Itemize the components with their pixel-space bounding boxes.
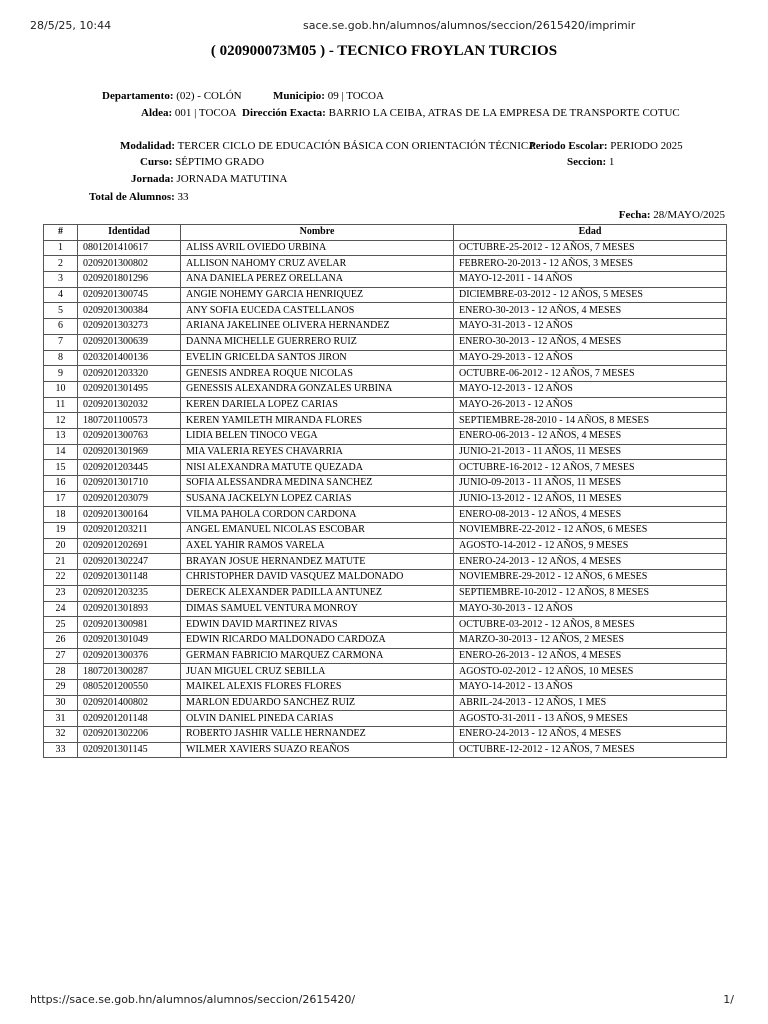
page-number: 1/ [723, 993, 734, 1006]
cell-number: 11 [44, 397, 78, 413]
cell-identidad: 0209201300981 [78, 617, 181, 633]
cell-identidad: 0209201303273 [78, 319, 181, 335]
cell-nombre: OLVIN DANIEL PINEDA CARIAS [181, 711, 454, 727]
cell-edad: AGOSTO-02-2012 - 12 AÑOS, 10 MESES [454, 664, 727, 680]
cell-identidad: 0209201300164 [78, 507, 181, 523]
cell-nombre: GENESSIS ALEXANDRA GONZALES URBINA [181, 381, 454, 397]
cell-edad: OCTUBRE-25-2012 - 12 AÑOS, 7 MESES [454, 240, 727, 256]
col-header-nombre: Nombre [181, 225, 454, 241]
cell-nombre: MIA VALERIA REYES CHAVARRIA [181, 444, 454, 460]
table-row [44, 287, 727, 303]
cell-number: 12 [44, 413, 78, 429]
cell-number: 8 [44, 350, 78, 366]
cell-edad: MAYO-30-2013 - 12 AÑOS [454, 601, 727, 617]
table-row [44, 554, 727, 570]
cell-nombre: NISI ALEXANDRA MATUTE QUEZADA [181, 460, 454, 476]
col-header-number: # [44, 225, 78, 241]
cell-nombre: JUAN MIGUEL CRUZ SEBILLA [181, 664, 454, 680]
cell-identidad: 0209201203445 [78, 460, 181, 476]
cell-number: 33 [44, 742, 78, 758]
municipio-label: Municipio: [273, 90, 325, 102]
cell-number: 28 [44, 664, 78, 680]
cell-edad: DICIEMBRE-03-2012 - 12 AÑOS, 5 MESES [454, 287, 727, 303]
departamento-label: Departamento: [102, 90, 174, 102]
table-row [44, 444, 727, 460]
cell-identidad: 0209201301148 [78, 570, 181, 586]
cell-edad: NOVIEMBRE-22-2012 - 12 AÑOS, 6 MESES [454, 523, 727, 539]
students-table [43, 224, 727, 758]
cell-identidad: 0209201300639 [78, 334, 181, 350]
table-row [44, 695, 727, 711]
table-row [44, 303, 727, 319]
cell-nombre: DERECK ALEXANDER PADILLA ANTUNEZ [181, 585, 454, 601]
cell-number: 15 [44, 460, 78, 476]
curso-label: Curso: [140, 156, 173, 168]
cell-identidad: 0209201300745 [78, 287, 181, 303]
cell-edad: ENERO-30-2013 - 12 AÑOS, 4 MESES [454, 334, 727, 350]
table-row [44, 366, 727, 382]
cell-edad: MARZO-30-2013 - 12 AÑOS, 2 MESES [454, 632, 727, 648]
table-row [44, 648, 727, 664]
cell-edad: ENERO-24-2013 - 12 AÑOS, 4 MESES [454, 727, 727, 743]
table-row [44, 413, 727, 429]
periodo-row [529, 140, 683, 152]
cell-nombre: ANGIE NOHEMY GARCIA HENRIQUEZ [181, 287, 454, 303]
cell-identidad: 0209201203211 [78, 523, 181, 539]
cell-number: 13 [44, 428, 78, 444]
cell-nombre: ROBERTO JASHIR VALLE HERNANDEZ [181, 727, 454, 743]
cell-nombre: ANY SOFIA EUCEDA CASTELLANOS [181, 303, 454, 319]
cell-identidad: 1807201300287 [78, 664, 181, 680]
table-row [44, 240, 727, 256]
table-row [44, 476, 727, 492]
table-header-row [44, 225, 727, 241]
seccion-label: Seccion: [567, 156, 607, 168]
fecha-row [619, 209, 725, 221]
seccion-value: 1 [608, 156, 615, 168]
cell-nombre: MAIKEL ALEXIS FLORES FLORES [181, 679, 454, 695]
cell-number: 16 [44, 476, 78, 492]
fecha-label: Fecha: [618, 209, 651, 221]
cell-number: 24 [44, 601, 78, 617]
table-row [44, 350, 727, 366]
cell-identidad: 0209201301145 [78, 742, 181, 758]
cell-edad: ENERO-30-2013 - 12 AÑOS, 4 MESES [454, 303, 727, 319]
municipio-row [273, 90, 384, 102]
cell-number: 14 [44, 444, 78, 460]
col-header-identidad: Identidad [78, 225, 181, 241]
cell-number: 31 [44, 711, 78, 727]
cell-nombre: SOFIA ALESSANDRA MEDINA SANCHEZ [181, 476, 454, 492]
cell-nombre: ALLISON NAHOMY CRUZ AVELAR [181, 256, 454, 272]
cell-nombre: GENESIS ANDREA ROQUE NICOLAS [181, 366, 454, 382]
cell-nombre: DIMAS SAMUEL VENTURA MONROY [181, 601, 454, 617]
cell-nombre: EVELIN GRICELDA SANTOS JIRON [181, 350, 454, 366]
cell-number: 1 [44, 240, 78, 256]
cell-nombre: ALISS AVRIL OVIEDO URBINA [181, 240, 454, 256]
table-row [44, 570, 727, 586]
cell-identidad: 0209201203079 [78, 491, 181, 507]
cell-number: 9 [44, 366, 78, 382]
direccion-value: BARRIO LA CEIBA, ATRAS DE LA EMPRESA DE TRANSPORTE COTUC [328, 107, 680, 119]
direccion-row [242, 107, 680, 119]
cell-edad: ENERO-26-2013 - 12 AÑOS, 4 MESES [454, 648, 727, 664]
cell-number: 20 [44, 538, 78, 554]
cell-identidad: 0209201300376 [78, 648, 181, 664]
cell-identidad: 0209201203235 [78, 585, 181, 601]
modalidad-label: Modalidad: [120, 140, 176, 152]
cell-nombre: ARIANA JAKELINEE OLIVERA HERNANDEZ [181, 319, 454, 335]
table-row [44, 460, 727, 476]
table-row [44, 538, 727, 554]
cell-nombre: VILMA PAHOLA CORDON CARDONA [181, 507, 454, 523]
cell-identidad: 0209201302206 [78, 727, 181, 743]
cell-identidad: 0209201301969 [78, 444, 181, 460]
cell-identidad: 1807201100573 [78, 413, 181, 429]
cell-edad: OCTUBRE-03-2012 - 12 AÑOS, 8 MESES [454, 617, 727, 633]
cell-identidad: 0209201801296 [78, 272, 181, 288]
cell-nombre: BRAYAN JOSUE HERNANDEZ MATUTE [181, 554, 454, 570]
table-row [44, 679, 727, 695]
jornada-value: JORNADA MATUTINA [176, 173, 288, 185]
table-row [44, 617, 727, 633]
cell-edad: ENERO-06-2013 - 12 AÑOS, 4 MESES [454, 428, 727, 444]
table-row [44, 632, 727, 648]
cell-number: 27 [44, 648, 78, 664]
cell-identidad: 0209201202691 [78, 538, 181, 554]
cell-edad: JUNIO-09-2013 - 11 AÑOS, 11 MESES [454, 476, 727, 492]
cell-number: 26 [44, 632, 78, 648]
cell-nombre: KEREN YAMILETH MIRANDA FLORES [181, 413, 454, 429]
cell-edad: ENERO-24-2013 - 12 AÑOS, 4 MESES [454, 554, 727, 570]
cell-identidad: 0209201300763 [78, 428, 181, 444]
table-row [44, 381, 727, 397]
cell-edad: AGOSTO-31-2011 - 13 AÑOS, 9 MESES [454, 711, 727, 727]
modalidad-value: TERCER CICLO DE EDUCACIÓN BÁSICA CON ORIENTACIÓN TÉCNICA [177, 140, 537, 152]
cell-edad: JUNIO-13-2012 - 12 AÑOS, 11 MESES [454, 491, 727, 507]
cell-identidad: 0209201301495 [78, 381, 181, 397]
cell-edad: MAYO-26-2013 - 12 AÑOS [454, 397, 727, 413]
cell-number: 32 [44, 727, 78, 743]
table-row [44, 428, 727, 444]
cell-edad: MAYO-29-2013 - 12 AÑOS [454, 350, 727, 366]
table-row [44, 319, 727, 335]
cell-number: 6 [44, 319, 78, 335]
cell-edad: ENERO-08-2013 - 12 AÑOS, 4 MESES [454, 507, 727, 523]
cell-identidad: 0209201302247 [78, 554, 181, 570]
cell-identidad: 0209201300384 [78, 303, 181, 319]
col-header-edad: Edad [454, 225, 727, 241]
cell-nombre: SUSANA JACKELYN LOPEZ CARIAS [181, 491, 454, 507]
cell-edad: MAYO-12-2013 - 12 AÑOS [454, 381, 727, 397]
fecha-value: 28/MAYO/2025 [653, 209, 725, 221]
table-row [44, 711, 727, 727]
periodo-value: PERIODO 2025 [610, 140, 683, 152]
cell-identidad: 0203201400136 [78, 350, 181, 366]
cell-identidad: 0209201301710 [78, 476, 181, 492]
total-alumnos-label: Total de Alumnos: [89, 191, 175, 203]
cell-nombre: EDWIN DAVID MARTINEZ RIVAS [181, 617, 454, 633]
cell-number: 18 [44, 507, 78, 523]
cell-identidad: 0209201301893 [78, 601, 181, 617]
seccion-row [567, 156, 614, 168]
print-datetime: 28/5/25, 10:44 [30, 19, 112, 32]
cell-identidad: 0805201200550 [78, 679, 181, 695]
cell-identidad: 0209201300802 [78, 256, 181, 272]
cell-identidad: 0209201203320 [78, 366, 181, 382]
total-alumnos-row [89, 191, 189, 203]
cell-identidad: 0209201301049 [78, 632, 181, 648]
direccion-label: Dirección Exacta: [242, 107, 326, 119]
curso-row [140, 156, 264, 168]
cell-edad: JUNIO-21-2013 - 11 AÑOS, 11 MESES [454, 444, 727, 460]
print-url-header: sace.se.gob.hn/alumnos/alumnos/seccion/2615420/imprimir [303, 19, 636, 32]
table-row [44, 507, 727, 523]
cell-number: 30 [44, 695, 78, 711]
students-table-body [44, 240, 727, 758]
jornada-row [131, 173, 287, 185]
cell-edad: OCTUBRE-12-2012 - 12 AÑOS, 7 MESES [454, 742, 727, 758]
table-row [44, 742, 727, 758]
cell-number: 29 [44, 679, 78, 695]
cell-edad: MAYO-12-2011 - 14 AÑOS [454, 272, 727, 288]
cell-number: 2 [44, 256, 78, 272]
cell-edad: MAYO-14-2012 - 13 AÑOS [454, 679, 727, 695]
total-alumnos-value: 33 [177, 191, 189, 203]
cell-nombre: DANNA MICHELLE GUERRERO RUIZ [181, 334, 454, 350]
cell-edad: SEPTIEMBRE-10-2012 - 12 AÑOS, 8 MESES [454, 585, 727, 601]
curso-value: SÉPTIMO GRADO [175, 156, 265, 168]
cell-nombre: ANA DANIELA PEREZ ORELLANA [181, 272, 454, 288]
cell-number: 22 [44, 570, 78, 586]
table-row [44, 491, 727, 507]
cell-edad: FEBRERO-20-2013 - 12 AÑOS, 3 MESES [454, 256, 727, 272]
periodo-label: Periodo Escolar: [529, 140, 608, 152]
cell-edad: MAYO-31-2013 - 12 AÑOS [454, 319, 727, 335]
jornada-label: Jornada: [131, 173, 174, 185]
cell-nombre: GERMAN FABRICIO MARQUEZ CARMONA [181, 648, 454, 664]
cell-edad: OCTUBRE-06-2012 - 12 AÑOS, 7 MESES [454, 366, 727, 382]
cell-number: 19 [44, 523, 78, 539]
cell-nombre: ANGEL EMANUEL NICOLAS ESCOBAR [181, 523, 454, 539]
cell-identidad: 0209201400802 [78, 695, 181, 711]
table-row [44, 523, 727, 539]
table-row [44, 585, 727, 601]
aldea-value: 001 | TOCOA [174, 107, 237, 119]
municipio-value: 09 | TOCOA [327, 90, 384, 102]
table-row [44, 397, 727, 413]
cell-edad: AGOSTO-14-2012 - 12 AÑOS, 9 MESES [454, 538, 727, 554]
table-row [44, 272, 727, 288]
cell-number: 7 [44, 334, 78, 350]
cell-nombre: KEREN DARIELA LOPEZ CARIAS [181, 397, 454, 413]
cell-nombre: EDWIN RICARDO MALDONADO CARDOZA [181, 632, 454, 648]
cell-number: 10 [44, 381, 78, 397]
cell-nombre: LIDIA BELEN TINOCO VEGA [181, 428, 454, 444]
aldea-label: Aldea: [141, 107, 173, 119]
departamento-value: (02) - COLÓN [176, 90, 242, 102]
cell-number: 25 [44, 617, 78, 633]
cell-nombre: CHRISTOPHER DAVID VASQUEZ MALDONADO [181, 570, 454, 586]
modalidad-row [120, 140, 536, 152]
table-row [44, 256, 727, 272]
cell-number: 4 [44, 287, 78, 303]
cell-edad: SEPTIEMBRE-28-2010 - 14 AÑOS, 8 MESES [454, 413, 727, 429]
cell-edad: ABRIL-24-2013 - 12 AÑOS, 1 MES [454, 695, 727, 711]
cell-edad: NOVIEMBRE-29-2012 - 12 AÑOS, 6 MESES [454, 570, 727, 586]
cell-nombre: AXEL YAHIR RAMOS VARELA [181, 538, 454, 554]
cell-number: 21 [44, 554, 78, 570]
print-url-footer: https://sace.se.gob.hn/alumnos/alumnos/seccion/2615420/ [30, 993, 356, 1006]
cell-number: 17 [44, 491, 78, 507]
cell-number: 23 [44, 585, 78, 601]
table-row [44, 334, 727, 350]
table-row [44, 664, 727, 680]
cell-identidad: 0209201302032 [78, 397, 181, 413]
cell-identidad: 0209201201148 [78, 711, 181, 727]
departamento-row [102, 90, 242, 102]
page-title: ( 020900073M05 ) - TECNICO FROYLAN TURCIOS [210, 43, 558, 59]
table-row [44, 727, 727, 743]
aldea-row [141, 107, 237, 119]
cell-edad: OCTUBRE-16-2012 - 12 AÑOS, 7 MESES [454, 460, 727, 476]
cell-number: 5 [44, 303, 78, 319]
cell-identidad: 0801201410617 [78, 240, 181, 256]
cell-nombre: MARLON EDUARDO SANCHEZ RUIZ [181, 695, 454, 711]
cell-nombre: WILMER XAVIERS SUAZO REAÑOS [181, 742, 454, 758]
table-row [44, 601, 727, 617]
cell-number: 3 [44, 272, 78, 288]
